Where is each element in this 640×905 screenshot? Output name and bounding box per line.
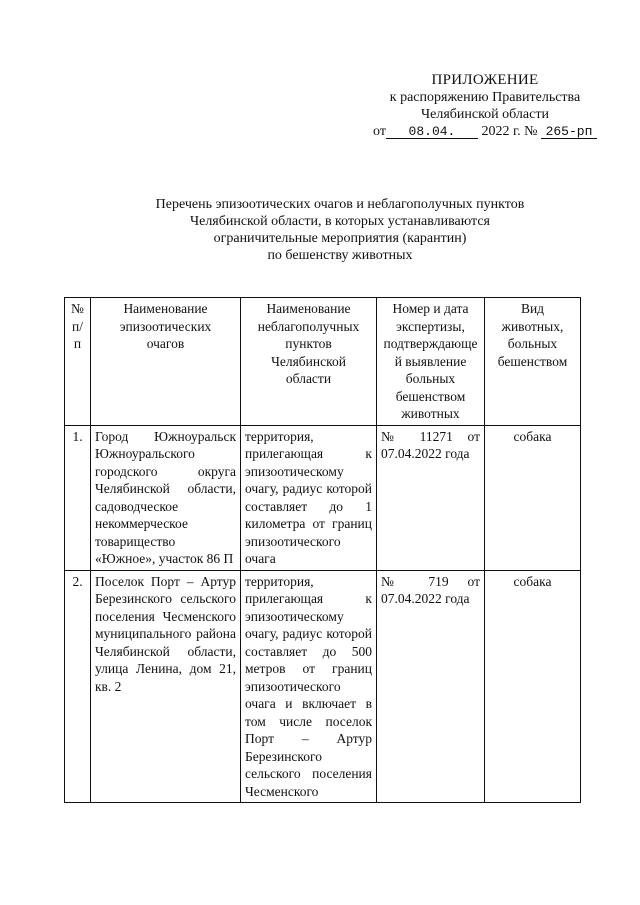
heading-line-4: по бешенству животных [267,248,413,263]
row-focus: Поселок Порт – Артур Березинского сельского поселения Чесменского муниципального района Челябинской области, улица Ленина, дом 21, кв. 2 [91,570,241,803]
row-number: 1. [65,425,91,570]
row-area: территория, прилегающая к эпизоотическому очагу, радиус которой составляет до 500 метров от границ эпизоотического очага и включает в том числе поселок Порт – Артур Березинского сельского поселения Чесменского [241,570,377,803]
epizootic-foci-table [64,297,581,803]
row-expertise: № 719 от 07.04.2022 года [377,570,485,803]
document-heading [120,196,560,264]
table-row [65,570,581,803]
row-expertise: № 11271 от 07.04.2022 года [377,425,485,570]
header-area-name: Наименование неблагополучных пунктов Челябинской области [241,298,377,426]
appendix-line-2: Челябинской области [421,107,549,122]
date-value: 08.04. [386,125,478,139]
date-prefix: от [373,124,386,139]
header-number: № п/ п [65,298,91,426]
row-number: 2. [65,570,91,803]
row-animal: собака [485,425,581,570]
heading-line-3: ограничительные мероприятия (карантин) [213,231,467,246]
document-number: 265-рп [541,125,597,139]
appendix-title: ПРИЛОЖЕНИЕ [431,72,539,88]
row-area: территория, прилегающая к эпизоотическому очагу, радиус которой составляет до 1 километра от границ эпизоотического очага [241,425,377,570]
header-focus-name: Наименование эпизоотических очагов [91,298,241,426]
row-animal: собака [485,570,581,803]
row-focus: Город Южноуральск Южноуральского городского округа Челябинской области, садоводческое некоммерческое товарищество «Южное», участок 86 П [91,425,241,570]
appendix-date-line [370,123,600,140]
table-row [65,425,581,570]
table-header-row [65,298,581,426]
heading-line-2: Челябинской области, в которых устанавливаются [190,214,490,229]
header-animal-type: Вид животных, больных бешенством [485,298,581,426]
date-suffix: 2022 г. № [481,124,538,139]
heading-line-1: Перечень эпизоотических очагов и неблагополучных пунктов [155,197,525,212]
appendix-line-1: к распоряжению Правительства [389,90,581,105]
appendix-block [370,72,600,140]
header-expertise: Номер и дата экспертизы, подтверждающе й выявление больных бешенством животных [377,298,485,426]
